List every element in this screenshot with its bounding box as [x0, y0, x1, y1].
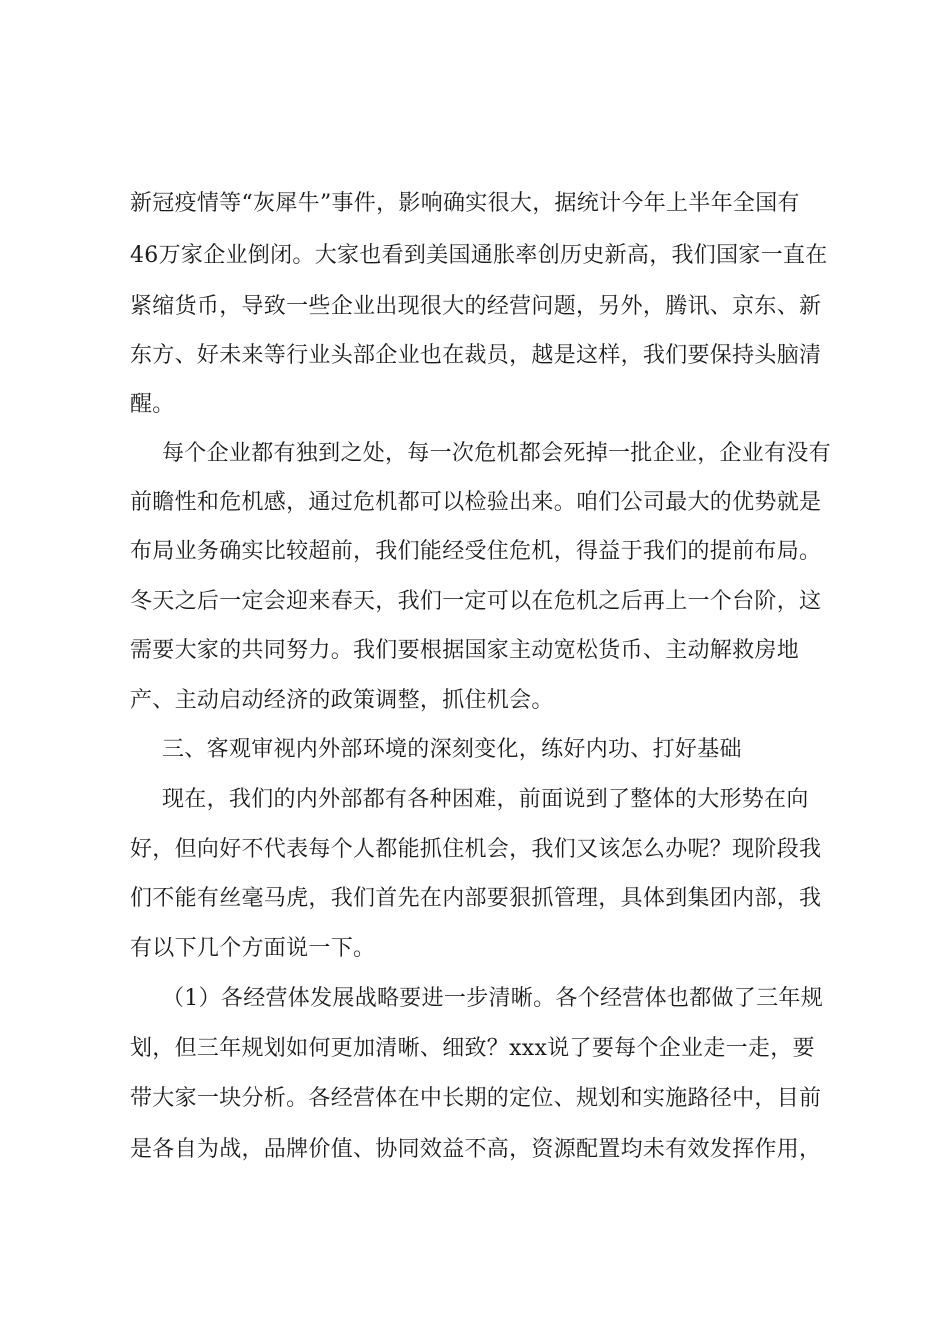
paragraph-1-line-5: 醒。 — [130, 392, 175, 417]
paragraph-2-line-5: 需要大家的共同努力。我们要根据国家主动宽松货币、主动解救房地 — [130, 638, 800, 663]
section-heading: 三、客观审视内外部环境的深刻变化，练好内功、打好基础 — [162, 737, 742, 762]
paragraph-1-line-1: 新冠疫情等“灰犀牛”事件，影响确实很大，据统计今年上半年全国有 — [130, 191, 800, 216]
paragraph-4-line-2: 划，但三年规划如何更加清晰、细致？xxx说了要每个企业走一走，要 — [130, 1036, 815, 1061]
paragraph-3-line-4: 有以下几个方面说一下。 — [130, 936, 376, 961]
paragraph-2-line-6: 产、主动启动经济的政策调整，抓住机会。 — [130, 688, 554, 713]
paragraph-4-line-3: 带大家一块分析。各经营体在中长期的定位、规划和实施路径中，目前 — [130, 1086, 822, 1111]
paragraph-3-line-1: 现在，我们的内外部都有各种困难，前面说到了整体的大形势在向 — [162, 787, 809, 812]
paragraph-1-line-3: 紧缩货币，导致一些企业出现很大的经营问题，另外，腾讯、京东、新 — [130, 294, 822, 319]
paragraph-4-line-1: （1）各经营体发展战略要进一步清晰。各个经营体也都做了三年规 — [162, 986, 823, 1011]
paragraph-2-line-2: 前瞻性和危机感，通过危机都可以检验出来。咱们公司最大的优势就是 — [130, 490, 822, 515]
paragraph-4-line-4: 是各自为战，品牌价值、协同效益不高，资源配置均未有效发挥作用， — [130, 1137, 822, 1162]
paragraph-2-line-1: 每个企业都有独到之处，每一次危机都会死掉一批企业，企业有没有 — [162, 441, 832, 466]
paragraph-2-line-3: 布局业务确实比较超前，我们能经受住危机，得益于我们的提前布局。 — [130, 539, 822, 564]
paragraph-1-line-4: 东方、好未来等行业头部企业也在裁员，越是这样，我们要保持头脑清 — [130, 343, 822, 368]
paragraph-2-line-4: 冬天之后一定会迎来春天，我们一定可以在危机之后再上一个台阶，这 — [130, 589, 822, 614]
paragraph-1-line-2: 46万家企业倒闭。大家也看到美国通胀率创历史新高，我们国家一直在 — [130, 243, 828, 268]
paragraph-3-line-2: 好，但向好不代表每个人都能抓住机会，我们又该怎么办呢？现阶段我 — [130, 837, 822, 862]
paragraph-3-line-3: 们不能有丝毫马虎，我们首先在内部要狠抓管理，具体到集团内部，我 — [130, 886, 822, 911]
